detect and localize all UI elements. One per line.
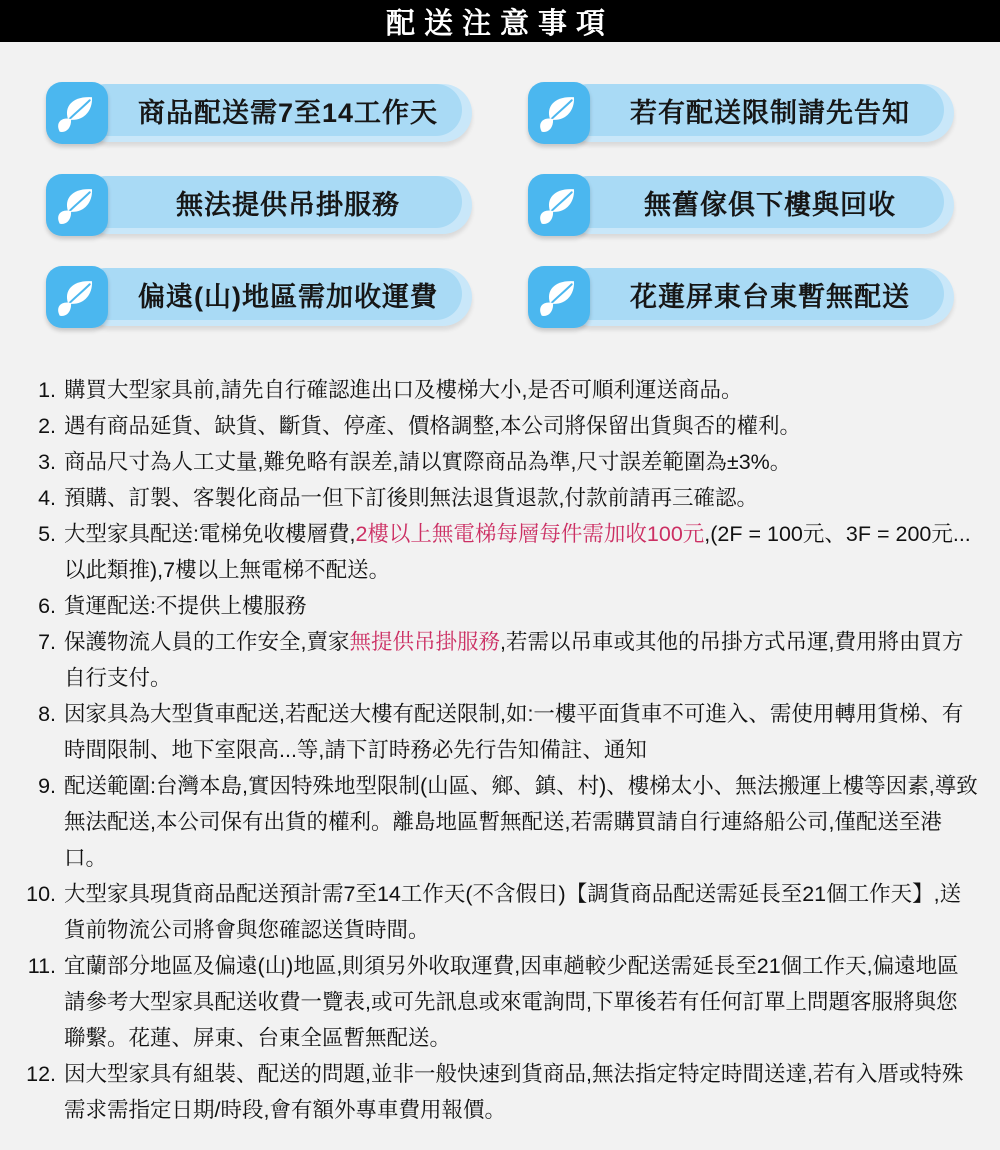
badge-pill-inner [80, 84, 462, 136]
note-number: 10. [26, 882, 56, 906]
note-text [64, 624, 978, 696]
note-segment: 購買大型家具前,請先自行確認進出口及樓梯大小,是否可順利運送商品。 [64, 378, 743, 402]
note-segment: 遇有商品延貨、缺貨、斷貨、停產、價格調整,本公司將保留出貨與否的權利。 [64, 414, 801, 438]
note-text [64, 516, 978, 588]
badge-pill-inner [80, 268, 462, 320]
note-text [64, 948, 978, 1056]
delivery-badge [528, 82, 954, 144]
note-segment: 宜蘭部分地區及偏遠(山)地區,則須另外收取運費,因車趟較少配送需延長至21個工作天,偏遠地區請參考大型家具配送收費一覽表,或可先訊息或來電詢問,下單後若有任何訂單上問題客服將與您聯繫。花蓮、屏東、台東全區暫無配送。 [64, 954, 959, 1050]
note-segment: 大型家具配送:電梯免收樓層費, [64, 522, 356, 546]
note-item [14, 516, 978, 588]
note-item [14, 624, 978, 696]
note-text [64, 444, 978, 480]
leaf-icon [46, 82, 108, 144]
note-number: 3. [38, 450, 56, 474]
leaf-icon [528, 174, 590, 236]
badge-pill-inner [562, 268, 944, 320]
badge-label: 偏遠(山)地區需加收運費 [138, 281, 438, 312]
leaf-icon [46, 266, 108, 328]
note-item [14, 1056, 978, 1128]
note-item [14, 408, 978, 444]
badge-pill [80, 84, 472, 142]
badge-pill [562, 176, 954, 234]
badge-pill-inner [80, 176, 462, 228]
delivery-badge [46, 266, 472, 328]
note-segment: ,(2F = 100元、3F = 200元...以此類推),7樓以上無電梯不配送。 [64, 522, 971, 582]
delivery-badges [0, 42, 1000, 362]
badge-pill [80, 176, 472, 234]
delivery-badge [528, 266, 954, 328]
note-number: 6. [38, 594, 56, 618]
badge-pill [562, 84, 954, 142]
note-item [14, 696, 978, 768]
badge-label: 花蓮屏東台東暫無配送 [630, 281, 910, 312]
badge-label: 若有配送限制請先告知 [630, 97, 910, 128]
note-text [64, 480, 978, 516]
note-text [64, 696, 978, 768]
leaf-icon [46, 174, 108, 236]
delivery-badge [46, 174, 472, 236]
note-item [14, 444, 978, 480]
badge-pill [562, 268, 954, 326]
note-segment: 因家具為大型貨車配送,若配送大樓有配送限制,如:一樓平面貨車不可進入、需使用轉用貨梯、有時間限制、地下室限高...等,請下訂時務必先行告知備註、通知 [64, 702, 964, 762]
note-text [64, 588, 978, 624]
note-item [14, 948, 978, 1056]
note-segment: 預購、訂製、客製化商品一但下訂後則無法退貨退款,付款前請再三確認。 [64, 486, 758, 510]
note-number: 5. [38, 522, 56, 546]
note-segment: 大型家具現貨商品配送預計需7至14工作天(不含假日)【調貨商品配送需延長至21個工作天】,送貨前物流公司將會與您確認送貨時間。 [64, 882, 962, 942]
note-number: 11. [27, 954, 56, 978]
delivery-badge [528, 174, 954, 236]
badge-pill-inner [562, 176, 944, 228]
note-segment: 配送範圍:台灣本島,實因特殊地型限制(山區、鄉、鎮、村)、樓梯太小、無法搬運上樓等因素,導致無法配送,本公司保有出貨的權利。離島地區暫無配送,若需購買請自行連絡船公司,僅配送至港口。 [64, 774, 978, 870]
note-segment: 因大型家具有組裝、配送的問題,並非一般快速到貨商品,無法指定特定時間送達,若有入厝或特殊需求需指定日期/時段,會有額外專車費用報價。 [64, 1062, 964, 1122]
note-number: 1. [38, 378, 56, 402]
badge-label: 無法提供吊掛服務 [176, 189, 400, 220]
note-segment: 保護物流人員的工作安全,賣家 [64, 630, 350, 654]
badge-pill-inner [562, 84, 944, 136]
notes-list [0, 362, 1000, 1128]
note-number: 8. [38, 702, 56, 726]
note-item [14, 372, 978, 408]
note-item [14, 876, 978, 948]
note-segment: 貨運配送:不提供上樓服務 [64, 594, 307, 618]
note-text [64, 1056, 978, 1128]
note-number: 2. [38, 414, 56, 438]
note-number: 9. [38, 774, 56, 798]
page-header [0, 0, 1000, 42]
note-text [64, 408, 978, 444]
badge-pill [80, 268, 472, 326]
page-title: 配送注意事項 [385, 7, 614, 40]
note-item [14, 588, 978, 624]
note-item [14, 480, 978, 516]
note-segment: ,若需以吊車或其他的吊掛方式吊運,費用將由買方自行支付。 [64, 630, 964, 690]
note-text [64, 768, 978, 876]
note-segment: 商品尺寸為人工丈量,難免略有誤差,請以實際商品為準,尺寸誤差範圍為±3%。 [64, 450, 792, 474]
delivery-badge [46, 82, 472, 144]
note-item [14, 768, 978, 876]
badge-label: 商品配送需7至14工作天 [137, 97, 439, 128]
note-highlight: 2樓以上無電梯每層每件需加收100元 [355, 522, 705, 546]
note-text [64, 876, 978, 948]
leaf-icon [528, 266, 590, 328]
note-number: 4. [38, 486, 56, 510]
leaf-icon [528, 82, 590, 144]
note-number: 12. [26, 1062, 56, 1086]
badge-label: 無舊傢俱下樓與回收 [644, 189, 896, 220]
note-highlight: 無提供吊掛服務 [349, 630, 500, 654]
note-number: 7. [38, 630, 56, 654]
note-text [64, 372, 978, 408]
